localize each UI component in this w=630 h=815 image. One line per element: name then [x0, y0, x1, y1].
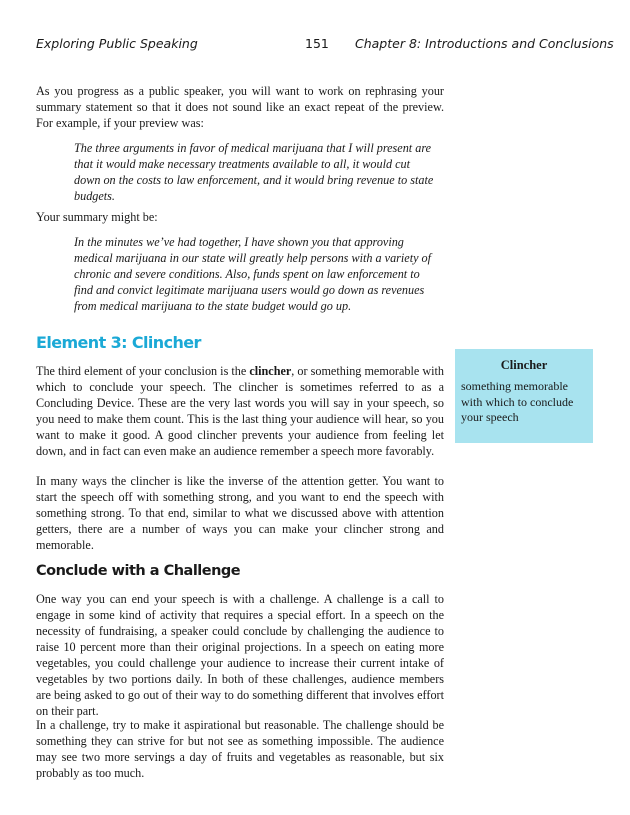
page-number: 151 — [305, 36, 329, 51]
clincher-text-after: , or something memorable with which to conclude your speech. The clincher is sometimes referred to as a Concluding Device. These are the very last words you will say in your speech, so you need to make them count. This is the last thing your audience will hear, so you want to make it good. A good clincher prevents your audience from feeling let down, and in fact can even make an audience remember a speech more favorably. — [36, 364, 444, 458]
paragraph-challenge-advice: In a challenge, try to make it aspirational but reasonable. The challenge should be something they can strive for but not see as something impossible. The audience may see two more servings a day of fruits and vegetables as reasonable, but six probably as too much. — [36, 718, 444, 780]
subsection-heading-challenge: Conclude with a Challenge — [36, 563, 241, 579]
definition-sidebar — [455, 349, 593, 443]
running-header-chapter-title: Chapter 8: Introductions and Conclusions — [355, 36, 614, 51]
quote-preview-example: The three arguments in favor of medical marijuana that I will present are that it would make necessary treatments available to all, it would cut down on the costs to law enforcement, and it would bring revenue to state budgets. — [74, 141, 434, 203]
clincher-text-before: The third element of your conclusion is the — [36, 364, 250, 378]
section-heading-element-3: Element 3: Clincher — [36, 333, 201, 352]
running-header-book-title: Exploring Public Speaking — [36, 36, 198, 51]
paragraph-summary-might-be: Your summary might be: — [36, 210, 158, 224]
sidebar-definition: something memorable with which to conclude your speech — [461, 379, 574, 424]
paragraph-challenge-explanation: One way you can end your speech is with a challenge. A challenge is a call to engage in some kind of activity that requires a special effort. In a speech on the necessity of fundraising, a speaker could conclude by challenging the audience to raise 10 percent more than their original projections. In a speech on eating more vegetables, you could challenge your audience to increase their current intake of vegetables by two portions daily. In both of these challenges, audience members are being asked to go out of their way to do something different that involves effort on their part. — [36, 592, 444, 718]
sidebar-title: Clincher — [500, 358, 548, 372]
quote-summary-example: In the minutes we’ve had together, I have shown you that approving medical marijuana in our state will greatly help persons with a variety of chronic and severe conditions. Also, funds spent on law enforcement to find and convict legitimate marijuana users would go down as revenues from medical marijuana to the state budget would go up. — [74, 235, 432, 313]
paragraph-summary-intro: As you progress as a public speaker, you will want to work on rephrasing your summary statement so that it does not sound like an exact repeat of the preview. For example, if your preview was: — [36, 84, 444, 130]
paragraph-clincher-definition — [36, 363, 444, 459]
clincher-keyword: clincher — [249, 364, 292, 378]
paragraph-clincher-inverse: In many ways the clincher is like the inverse of the attention getter. You want to start the speech off with something strong, and you want to end the speech with something strong. To that end, similar to what we discussed above with attention getters, there are a number of ways you can make your clincher strong and memorable. — [36, 474, 444, 552]
